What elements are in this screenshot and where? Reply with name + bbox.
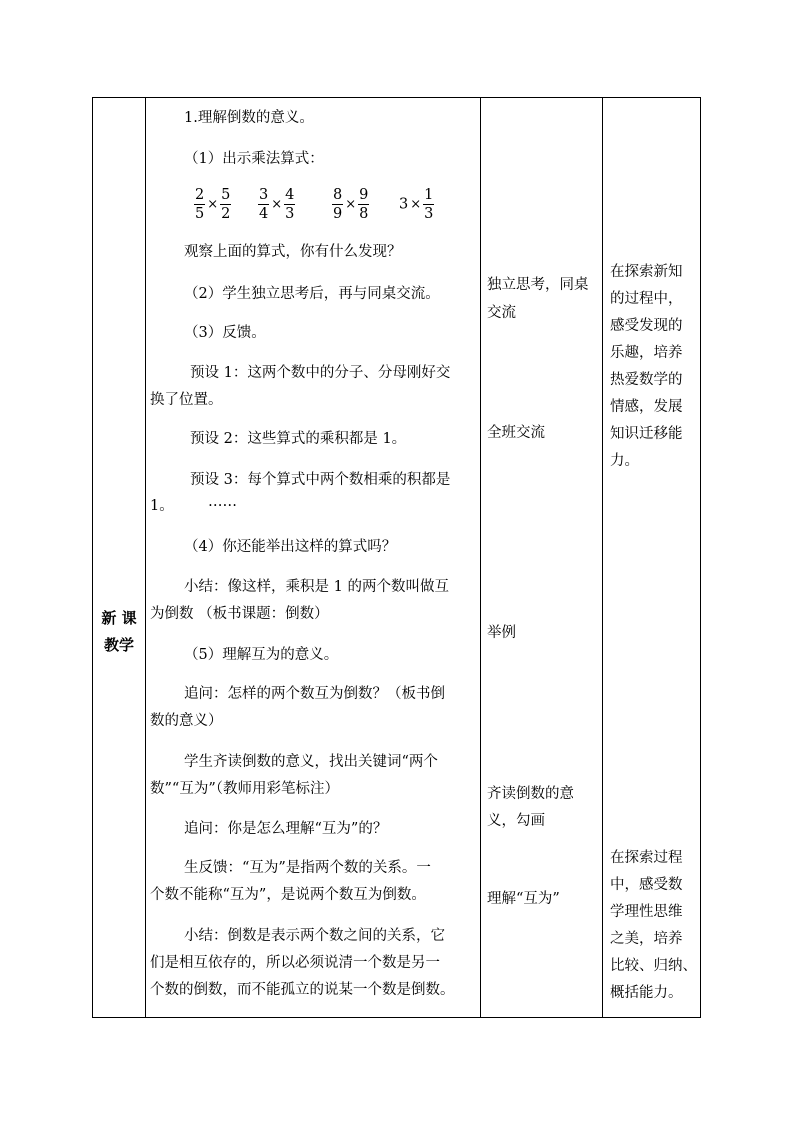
teaching-line: 1。	[150, 498, 174, 514]
teaching-line: 追问：你是怎么理解“互为”的？	[184, 821, 388, 837]
intent-line: 中，感受数	[610, 877, 683, 893]
intent-line: 之美，培养	[610, 931, 683, 947]
intent-line: 的过程中，	[610, 291, 683, 307]
student-activity-cell	[481, 98, 602, 1017]
student-line: 义，勾画	[487, 813, 545, 829]
teaching-line: 数”“互为”（教师用彩笔标注）	[150, 781, 339, 797]
student-line: 交流	[487, 305, 516, 321]
teaching-line: ……	[208, 494, 237, 510]
intent-line: 在探索过程	[610, 850, 683, 866]
expression-1: $\frac{2}{5}$ × $\frac{5}{2}$	[195, 187, 231, 222]
teaching-line: 为倒数 （板书课题：倒数）	[150, 606, 329, 622]
teaching-line: 换了位置。	[150, 392, 223, 408]
teaching-process-cell	[146, 98, 480, 1017]
lesson-table	[92, 97, 701, 1018]
teaching-line: 数的意义）	[150, 713, 223, 729]
student-line: 独立思考，同桌	[487, 277, 589, 293]
intent-line: 比较、归纳、	[610, 958, 697, 974]
intent-line: 乐趣，培养	[610, 345, 683, 361]
teaching-line: （1）出示乘法算式：	[184, 151, 324, 167]
teaching-line: 个数的倒数，而不能孤立的说某一个数是倒数。	[150, 982, 455, 998]
student-line: 齐读倒数的意	[487, 786, 574, 802]
teaching-line: （4）你还能举出这样的算式吗？	[184, 539, 397, 555]
intent-line: 热爱数学的	[610, 372, 683, 388]
intent-line: 学理性思维	[610, 904, 683, 920]
intent-line: 在探索新知	[610, 264, 683, 280]
teaching-line: （5）理解互为的意义。	[184, 647, 339, 663]
intent-line: 力。	[610, 453, 639, 469]
student-line: 全班交流	[487, 425, 545, 441]
teaching-line: 生反馈：“互为”是指两个数的关系。一	[184, 860, 431, 876]
intent-line: 感受发现的	[610, 318, 683, 334]
intent-line: 概括能力。	[610, 985, 683, 1001]
expression-3: $\frac{8}{9}$ × $\frac{9}{8}$	[333, 187, 369, 222]
student-line: 理解“互为”	[487, 891, 560, 907]
teaching-line: 学生齐读倒数的意义，找出关键词“两个	[184, 754, 438, 770]
design-intent-cell	[603, 98, 701, 1017]
expression-4: 3 × $\frac{1}{3}$	[399, 187, 434, 222]
row-label-line2: 教学	[103, 636, 134, 654]
teaching-line: 个数不能称“互为”，是说两个数互为倒数。	[150, 887, 426, 903]
teaching-line: 预设 2：这些算式的乘积都是 1。	[190, 431, 407, 447]
expression-2: $\frac{3}{4}$ × $\frac{4}{3}$	[259, 187, 295, 222]
intent-line: 知识迁移能	[610, 426, 683, 442]
teaching-line: 们是相互依存的，所以必须说清一个数是另一	[150, 955, 440, 971]
intent-line: 情感，发展	[610, 399, 683, 415]
teaching-line: 追问：怎样的两个数互为倒数？（板书倒	[184, 686, 445, 702]
student-line: 举例	[487, 625, 516, 641]
teaching-line: 小结：像这样，乘积是 1 的两个数叫做互	[184, 579, 449, 595]
teaching-line: （2）学生独立思考后，再与同桌交流。	[184, 286, 440, 302]
teaching-line: 1.理解倒数的意义。	[184, 110, 314, 126]
teaching-line: 小结：倒数是表示两个数之间的关系，它	[184, 928, 445, 944]
teaching-line: 预设 3：每个算式中两个数相乘的积都是	[190, 472, 451, 488]
row-label-line1: 新 课	[101, 609, 137, 627]
teaching-line: 观察上面的算式，你有什么发现？	[184, 244, 402, 260]
teaching-line: （3）反馈。	[184, 325, 266, 341]
teaching-line: 预设 1：这两个数中的分子、分母刚好交	[190, 365, 451, 381]
